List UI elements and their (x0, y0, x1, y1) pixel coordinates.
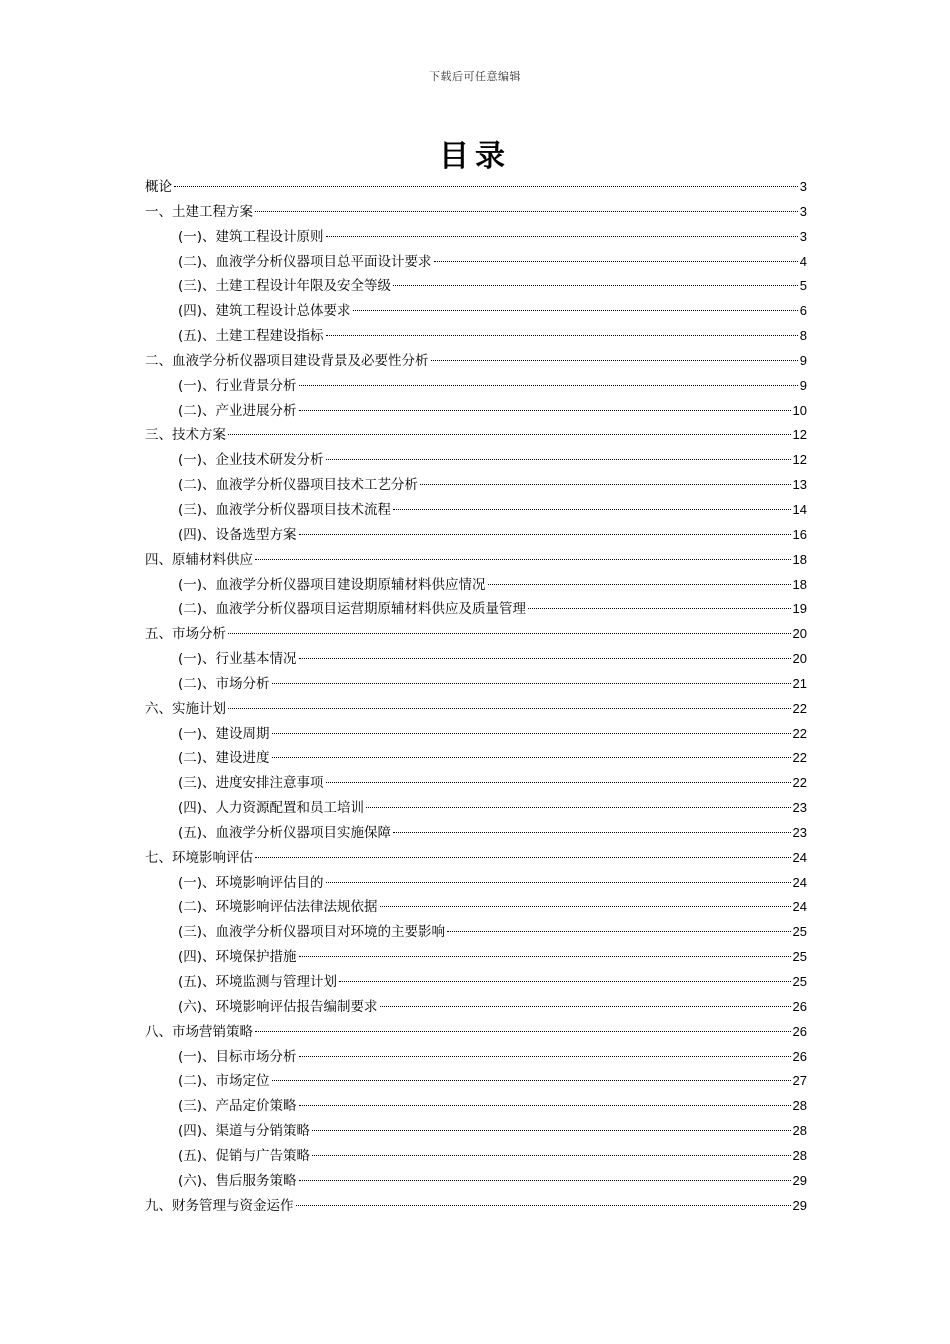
toc-page-number: 20 (792, 651, 807, 667)
toc-page-number: 28 (792, 1147, 807, 1163)
toc-dot-leader (488, 584, 791, 585)
toc-page-number: 22 (792, 775, 807, 791)
toc-section-entry[interactable] (145, 473, 807, 498)
toc-entry-label: (一)、行业背景分析 (178, 377, 297, 394)
toc-section-entry[interactable] (145, 1069, 807, 1094)
toc-page-number: 26 (792, 998, 807, 1014)
toc-section-entry[interactable] (145, 920, 807, 945)
toc-chapter-entry[interactable] (145, 548, 807, 573)
toc-page-number: 6 (799, 303, 807, 319)
toc-page-number: 22 (792, 750, 807, 766)
toc-dot-leader (299, 534, 791, 535)
toc-page-number: 29 (792, 1197, 807, 1213)
toc-entry-label: (二)、建设进度 (178, 750, 270, 767)
toc-page-number: 9 (799, 352, 807, 368)
toc-section-entry[interactable] (145, 299, 807, 324)
toc-dot-leader (447, 931, 790, 932)
toc-page-number: 20 (792, 626, 807, 642)
toc-dot-leader (255, 211, 798, 212)
toc-dot-leader (272, 1080, 791, 1081)
toc-entry-label: 七、环境影响评估 (145, 849, 253, 866)
toc-section-entry[interactable] (145, 399, 807, 424)
toc-section-entry[interactable] (145, 1169, 807, 1194)
toc-dot-leader (393, 285, 798, 286)
toc-page-number: 24 (792, 899, 807, 915)
toc-dot-leader (296, 1205, 791, 1206)
toc-entry-label: (五)、土建工程建设指标 (178, 328, 324, 345)
toc-page-number: 3 (799, 203, 807, 219)
toc-dot-leader (326, 459, 791, 460)
toc-section-entry[interactable] (145, 225, 807, 250)
toc-page-number: 25 (792, 949, 807, 965)
toc-page-number: 3 (799, 179, 807, 194)
toc-section-entry[interactable] (145, 647, 807, 672)
toc-chapter-entry[interactable] (145, 423, 807, 448)
toc-dot-leader (299, 385, 798, 386)
toc-page-number: 4 (799, 253, 807, 269)
toc-entry-label: 概论 (145, 179, 172, 195)
page-header-note: 下载后可任意编辑 (429, 70, 521, 83)
toc-dot-leader (299, 1056, 791, 1057)
toc-chapter-entry[interactable] (145, 846, 807, 871)
toc-section-entry[interactable] (145, 1144, 807, 1169)
toc-page-number: 25 (792, 974, 807, 989)
toc-entry-label: 五、市场分析 (145, 626, 226, 643)
toc-page-number: 22 (792, 700, 807, 716)
toc-section-entry[interactable] (145, 498, 807, 523)
toc-section-entry[interactable] (145, 821, 807, 846)
toc-entry-label: (二)、血液学分析仪器项目总平面设计要求 (178, 253, 432, 270)
toc-page-number: 9 (799, 377, 807, 393)
toc-entry-label: (四)、环境保护措施 (178, 949, 297, 966)
toc-page-number: 28 (792, 1123, 807, 1139)
toc-entry-label: 八、市场营销策略 (145, 1023, 253, 1040)
toc-chapter-entry[interactable] (145, 200, 807, 225)
toc-page-number: 3 (799, 228, 807, 244)
toc-dot-leader (393, 832, 790, 833)
toc-page-number: 19 (792, 601, 807, 617)
toc-page-number: 23 (792, 824, 807, 840)
toc-entry-label: (一)、血液学分析仪器项目建设期原辅材料供应情况 (178, 576, 486, 593)
toc-dot-leader (326, 236, 798, 237)
toc-entry-label: (三)、血液学分析仪器项目技术流程 (178, 501, 392, 518)
toc-page-number: 27 (792, 1073, 807, 1089)
toc-dot-leader (272, 757, 791, 758)
toc-page-number: 22 (792, 725, 807, 741)
toc-section-entry[interactable] (145, 995, 807, 1020)
toc-dot-leader (228, 708, 791, 709)
toc-section-entry[interactable] (145, 1094, 807, 1119)
toc-section-entry[interactable] (145, 970, 807, 995)
toc-entry-label: 九、财务管理与资金运作 (145, 1197, 294, 1214)
toc-dot-leader (393, 509, 790, 510)
toc-section-entry[interactable] (145, 722, 807, 747)
toc-section-entry[interactable] (145, 1045, 807, 1070)
toc-dot-leader (255, 857, 791, 858)
toc-dot-leader (326, 882, 791, 883)
toc-dot-leader (228, 434, 791, 435)
toc-page-number: 24 (792, 849, 807, 865)
toc-dot-leader (272, 733, 791, 734)
toc-dot-leader (434, 261, 798, 262)
toc-entry-label: (五)、促销与广告策略 (178, 1147, 311, 1164)
toc-section-entry[interactable] (145, 448, 807, 473)
toc-dot-leader (366, 807, 790, 808)
toc-dot-leader (255, 1031, 791, 1032)
toc-entry-label: (四)、人力资源配置和员工培训 (178, 800, 365, 817)
toc-entry-label: 四、原辅材料供应 (145, 551, 253, 568)
toc-dot-leader (339, 981, 790, 982)
toc-section-entry[interactable] (145, 771, 807, 796)
toc-section-entry[interactable] (145, 945, 807, 970)
table-of-contents (145, 175, 807, 1218)
toc-page-number: 28 (792, 1098, 807, 1114)
toc-dot-leader (228, 633, 791, 634)
toc-page-number: 10 (792, 402, 807, 418)
toc-chapter-entry[interactable] (145, 1020, 807, 1045)
toc-entry-label: (三)、血液学分析仪器项目对环境的主要影响 (178, 924, 446, 941)
toc-dot-leader (380, 906, 791, 907)
toc-entry-label: (六)、环境影响评估报告编制要求 (178, 998, 378, 1015)
toc-page-number: 29 (792, 1172, 807, 1188)
toc-chapter-entry[interactable] (145, 1194, 807, 1219)
toc-page-number: 23 (792, 800, 807, 816)
toc-entry-label: (四)、渠道与分销策略 (178, 1123, 311, 1140)
toc-section-entry[interactable] (145, 796, 807, 821)
toc-entry-label: (二)、血液学分析仪器项目技术工艺分析 (178, 477, 419, 494)
toc-chapter-entry[interactable] (145, 175, 807, 200)
toc-page-number: 18 (792, 551, 807, 567)
toc-entry-label: (二)、环境影响评估法律法规依据 (178, 899, 378, 916)
toc-entry-label: (二)、市场定位 (178, 1073, 270, 1090)
toc-chapter-entry[interactable] (145, 349, 807, 374)
toc-section-entry[interactable] (145, 573, 807, 598)
toc-section-entry[interactable] (145, 895, 807, 920)
toc-dot-leader (353, 310, 798, 311)
toc-chapter-entry[interactable] (145, 697, 807, 722)
toc-entry-label: 六、实施计划 (145, 700, 226, 717)
toc-entry-label: 一、土建工程方案 (145, 203, 253, 220)
toc-entry-label: 二、血液学分析仪器项目建设背景及必要性分析 (145, 352, 429, 369)
toc-entry-label: (六)、售后服务策略 (178, 1172, 297, 1189)
toc-dot-leader (255, 559, 791, 560)
toc-entry-label: (一)、建设周期 (178, 725, 270, 742)
toc-page-number: 25 (792, 924, 807, 940)
toc-dot-leader (272, 683, 791, 684)
toc-section-entry[interactable] (145, 746, 807, 771)
toc-page-number: 14 (792, 501, 807, 517)
toc-page-number: 8 (799, 328, 807, 344)
toc-dot-leader (431, 360, 798, 361)
toc-section-entry[interactable] (145, 523, 807, 548)
toc-entry-label: (一)、目标市场分析 (178, 1048, 297, 1065)
toc-dot-leader (326, 782, 791, 783)
toc-entry-label: (三)、产品定价策略 (178, 1098, 297, 1115)
toc-section-entry[interactable] (145, 1119, 807, 1144)
toc-section-entry[interactable] (145, 274, 807, 299)
toc-entry-label: (一)、行业基本情况 (178, 651, 297, 668)
toc-dot-leader (380, 1006, 791, 1007)
toc-dot-leader (299, 956, 791, 957)
toc-entry-label: (三)、进度安排注意事项 (178, 775, 324, 792)
toc-dot-leader (420, 484, 790, 485)
toc-chapter-entry[interactable] (145, 622, 807, 647)
toc-entry-label: (二)、市场分析 (178, 675, 270, 692)
toc-page-number: 13 (792, 477, 807, 493)
toc-entry-label: (四)、建筑工程设计总体要求 (178, 303, 351, 320)
toc-entry-label: (一)、企业技术研发分析 (178, 452, 324, 469)
toc-entry-label: (五)、环境监测与管理计划 (178, 974, 338, 990)
toc-dot-leader (299, 1180, 791, 1181)
toc-page-number: 21 (792, 675, 807, 691)
toc-section-entry[interactable] (145, 672, 807, 697)
toc-section-entry[interactable] (145, 871, 807, 896)
toc-section-entry[interactable] (145, 250, 807, 275)
toc-entry-label: 三、技术方案 (145, 427, 226, 444)
toc-entry-label: (三)、土建工程设计年限及安全等级 (178, 278, 392, 295)
toc-entry-label: (一)、环境影响评估目的 (178, 874, 324, 891)
toc-section-entry[interactable] (145, 324, 807, 349)
toc-page-number: 26 (792, 1048, 807, 1064)
toc-title: 目录 (439, 139, 511, 174)
toc-dot-leader (312, 1155, 790, 1156)
toc-page-number: 16 (792, 526, 807, 542)
toc-page-number: 12 (792, 452, 807, 468)
toc-dot-leader (326, 335, 798, 336)
toc-dot-leader (299, 410, 791, 411)
toc-entry-label: (五)、血液学分析仪器项目实施保障 (178, 824, 392, 841)
toc-dot-leader (312, 1130, 790, 1131)
toc-page-number: 12 (792, 427, 807, 443)
toc-entry-label: (四)、设备选型方案 (178, 526, 297, 543)
toc-entry-label: (二)、产业进展分析 (178, 402, 297, 419)
toc-section-entry[interactable] (145, 374, 807, 399)
toc-section-entry[interactable] (145, 597, 807, 622)
toc-entry-label: (一)、建筑工程设计原则 (178, 228, 324, 245)
toc-page-number: 18 (792, 576, 807, 592)
toc-dot-leader (528, 608, 790, 609)
toc-page-number: 5 (799, 278, 807, 294)
toc-page-number: 26 (792, 1023, 807, 1039)
toc-entry-label: (二)、血液学分析仪器项目运营期原辅材料供应及质量管理 (178, 601, 527, 618)
toc-page-number: 24 (792, 874, 807, 890)
toc-dot-leader (174, 186, 798, 187)
toc-dot-leader (299, 1105, 791, 1106)
toc-dot-leader (299, 658, 791, 659)
